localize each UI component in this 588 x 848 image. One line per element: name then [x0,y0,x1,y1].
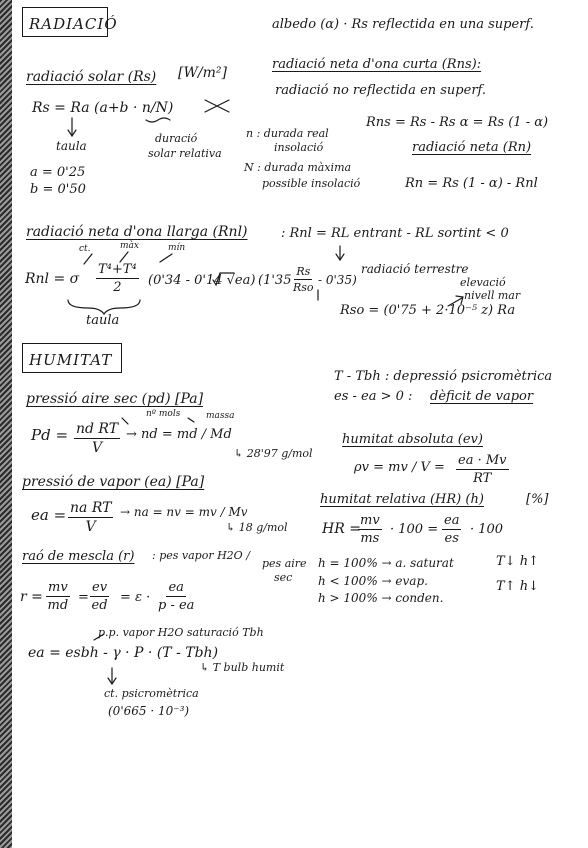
n-definition: n : durada real [246,127,329,140]
massa-label: massa [206,411,235,421]
rnl-lhs: Rnl = σ [25,271,80,287]
h-evap: h < 100% → evap. [318,574,428,588]
r-epsilon: = ε · [120,590,151,605]
humitat-absoluta-title: humitat absoluta (ev) [342,432,483,447]
pes-aire-label: pes aire [262,557,307,570]
b-value: b = 0'50 [30,182,86,197]
cloud-factor-end: - 0'35) [318,273,357,287]
nivell-mar-label: nivell mar [464,289,521,302]
mescla-title: raó de mescla (r) [22,549,135,564]
r-fraction-pressure [158,580,194,613]
ea-fraction [68,500,113,535]
r-equals-1: = [78,590,89,605]
ea-title: pressió de vapor (ea) [Pa] [22,474,205,490]
r-fraction-vapor [90,580,109,613]
rho-numerator: ea · Mv [458,453,507,468]
pd-numerator: nd RT [76,421,119,437]
temperature-numerator: T⁴+T⁴ [98,262,137,277]
rso-equation: Rso = (0'75 + 2·10⁻⁵ z) Ra [340,303,516,318]
r-lhs: r = [20,589,43,605]
temperature-fraction [96,262,139,295]
N-definition: N : durada màxima [244,161,352,174]
n-mols-label: nº mols [146,409,181,419]
ct-psicrometrica: ct. psicromètrica [104,687,199,700]
t-bulb-humit: ↳ T bulb humit [200,661,285,674]
sec-label: sec [274,571,293,584]
humitat-relativa-unit: [%] [526,492,549,507]
rns-title: radiació neta d'ona curta (Rns): [272,57,482,72]
duracio-relativa-label: solar relativa [148,147,222,160]
hr-fraction-mass [358,513,382,546]
r-ev: ev [92,580,108,595]
rso-denominator: Rso [293,281,314,294]
humidity-factor: (0'34 - 0'14 √ea) [148,273,256,288]
ea-lhs: ea = [31,506,67,524]
section-title-radiacio: RADIACIÓ [29,15,118,33]
pd-denominator: V [91,440,103,456]
h-saturat: h = 100% → a. saturat [318,556,454,570]
rho-denominator: RT [473,471,492,486]
min-label: mín [168,243,186,253]
hr-es: es [444,531,459,546]
trend-cooling: T↓ h↑ [496,554,539,569]
md-value: ↳ 28'97 g/mol [234,447,313,460]
rnl-title: radiació neta d'ona llarga (Rnl) [26,224,248,240]
section-box-radiacio [22,7,118,37]
rho-fraction [456,453,509,486]
rn-title: radiació neta (Rn) [412,140,532,155]
hr-fraction-pressure [442,513,461,546]
section-title-humitat: HUMITAT [29,351,113,369]
ea-denominator: V [85,519,96,535]
nd-equation: → nd = md / Md [126,427,232,442]
pd-fraction [74,421,120,456]
rns-desc: radiació no reflectida en superf. [275,83,487,98]
r-p-minus-ea: p - ea [158,598,195,613]
hr-tail: · 100 [470,522,504,537]
depressio-psicrometrica: T - Tbh : depressió psicromètrica [334,369,553,384]
humitat-relativa-title: humitat relativa (HR) (h) [320,492,484,507]
deficit-vapor: dèficit de vapor [430,389,534,404]
h-conden: h > 100% → conden. [318,591,444,605]
r-ea: ea [168,580,184,595]
taula-label-2: taula [86,313,120,328]
pd-lhs: Pd = [31,426,69,444]
rs-numerator: Rs [296,265,311,278]
temperature-denominator: 2 [113,280,122,295]
duracio-label: duració [155,132,198,145]
elevacio-label: elevació [460,276,506,289]
hr-ea: ea [444,513,460,528]
rn-equation: Rn = Rs (1 - α) - Rnl [405,176,538,191]
a-value: a = 0'25 [30,165,86,180]
hr-middle: · 100 = [390,522,439,537]
max-label: màx [120,241,139,251]
page-edge [0,0,12,848]
r-md: md [47,598,69,613]
pp-vapor-note: p.p. vapor H2O saturació Tbh [98,626,264,639]
cloud-factor-start: (1'35 [258,273,292,288]
n-insolacio: insolació [274,141,324,154]
ct-label: ct. [79,244,91,254]
ct-psicrometrica-value: (0'665 · 10⁻³) [108,704,190,718]
pd-title: pressió aire sec (pd) [Pa] [26,391,204,407]
mescla-desc: : pes vapor H2O / [152,549,250,562]
ea-numerator: na RT [70,500,112,516]
solar-unit: [W/m²] [178,65,227,81]
ea-saturation-equation: ea = esbh - γ · P · (T - Tbh) [28,645,219,661]
trend-warming: T↑ h↓ [496,579,539,594]
rs-rso-fraction [293,265,314,294]
hr-ms: ms [360,531,380,546]
section-box-humitat [22,343,122,373]
taula-label-1: taula [56,139,87,153]
mv-value: ↳ 18 g/mol [226,521,288,534]
albedo-line: albedo (α) · Rs reflectida en una superf. [272,17,534,32]
rho-lhs: ρv = mv / V = [354,460,445,475]
rs-equation: Rs = Ra (a+b · n/N) [32,100,174,116]
solar-title: radiació solar (Rs) [26,69,157,85]
es-ea-relation: es - ea > 0 : [334,389,413,404]
hr-lhs: HR = [322,521,361,537]
N-insolacio: possible insolació [262,177,361,190]
rns-equation: Rns = Rs - Rs α = Rs (1 - α) [366,115,549,130]
r-ed: ed [91,598,108,613]
na-equation: → na = nv = mv / Mv [120,505,248,519]
rnl-definition: : Rnl = RL entrant - RL sortint < 0 [281,226,509,241]
radiacio-terrestre: radiació terrestre [361,262,469,276]
hr-mv: mv [360,513,380,528]
r-fraction-mass [46,580,70,613]
r-mv: mv [48,580,68,595]
